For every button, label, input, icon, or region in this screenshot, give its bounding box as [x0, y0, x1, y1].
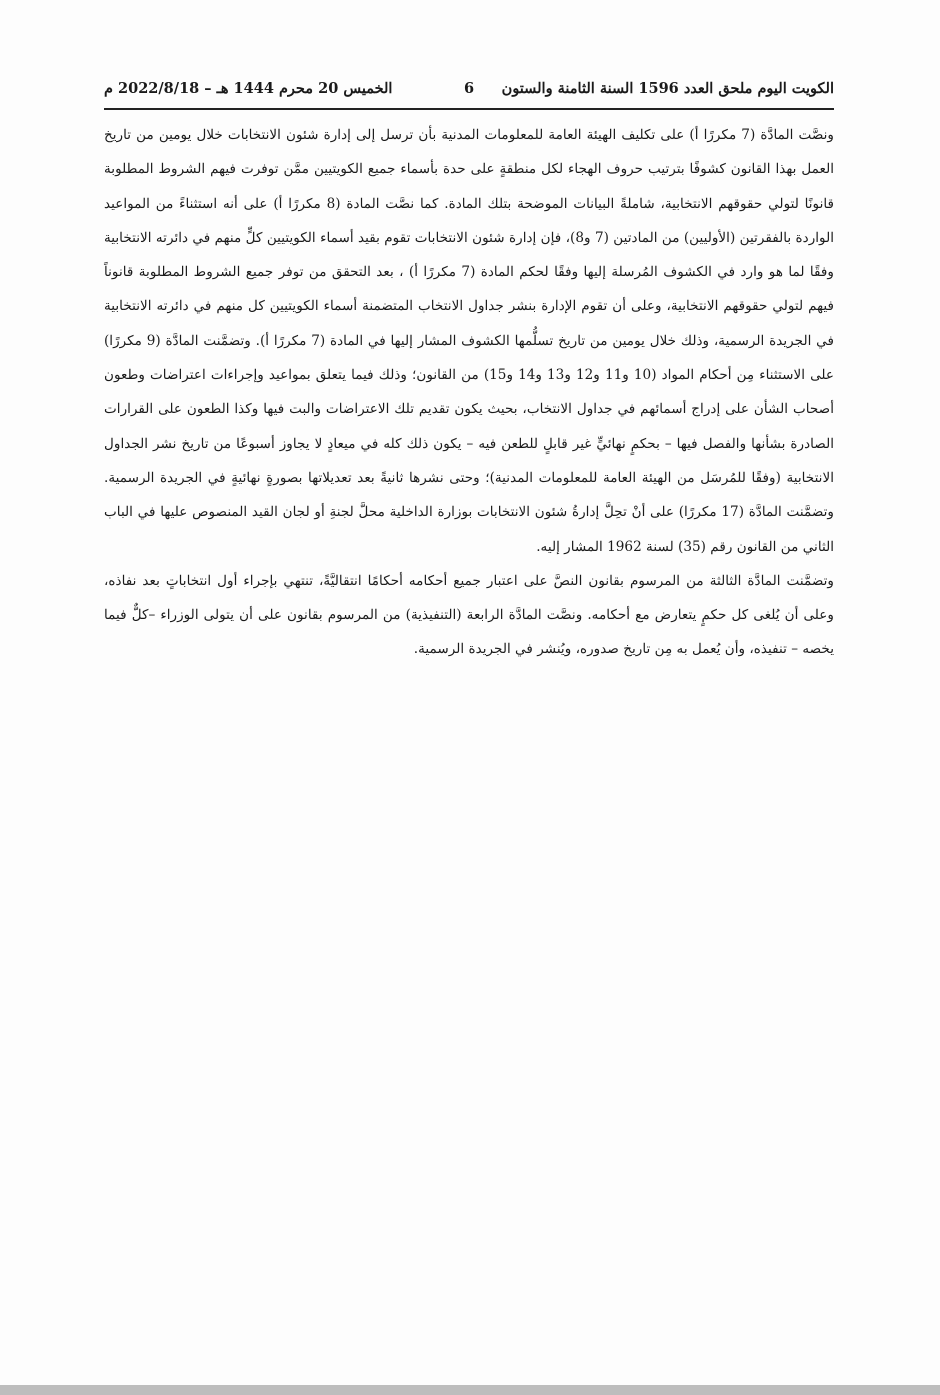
- page-header: [104, 80, 834, 106]
- paragraph-1: ونصَّت المادَّة (7 مكررًا أ) على تكليف الهيئة العامة للمعلومات المدنية بأن ترسل إلى إدارة شئون الانتخابات خلال يومين من تاريخ العمل بهذا القانون كشوفًا بترتيب حروف الهجاء لكل منطقةٍ على حدة بأسماء جميع الكويتيين ممَّن توفرت فيهم الشروط المطلوبة قانونًا لتولي حقوقهم الانتخابية، شاملةً البيانات الموضحة بتلك المادة. كما نصَّت المادة (8 مكررًا أ) على أنه استثناءً من المواعيد الواردة بالفقرتين (الأوليين) من المادتين (7 و8)، فإن إدارة شئون الانتخابات تقوم بقيد أسماء الكويتيين كلٍّ منهم في دائرته الانتخابية وفقًا لما هو وارد في الكشوف المُرسلة إليها وفقًا لحكم المادة (7 مكررًا أ) ، بعد التحقق من توفر جميع الشروط المطلوبة قانوناً فيهم لتولي حقوقهم الانتخابية، وعلى أن تقوم الإدارة بنشر جداول الانتخاب المتضمنة أسماء الكويتيين كل منهم في دائرته الانتخابية في الجريدة الرسمية، وذلك خلال يومين من تاريخ تسلُّمها الكشوف المشار إليها في المادة (7 مكررًا أ). وتضمَّنت المادَّة (9 مكررًا) على الاستثناء مِن أحكام المواد (10 و11 و12 و13 و14 و15) من القانون؛ وذلك فيما يتعلق بمواعيد وإجراءات اعتراضات وطعون أصحاب الشأن على إدراج أسمائهم في جداول الانتخاب، بحيث يكون تقديم تلك الاعتراضات والبت فيها وكذا الطعون على القرارات الصادرة بشأنها والفصل فيها – بحكمٍ نهائيٍّ غير قابلٍ للطعن فيه – يكون ذلك كله في ميعادٍ لا يجاوز أسبوعًا من تاريخ نشر الجداول الانتخابية (وفقًا للمُرسَل من الهيئة العامة للمعلومات المدنية)؛ وحتى نشرها ثانيةً بعد تعديلاتها بصورةٍ نهائيةٍ في الجريدة الرسمية. وتضمَّنت المادَّة (17 مكررًا) على أنْ تحِلَّ إدارةُ شئون الانتخابات بوزارة الداخلية محلَّ لجنةِ أو لجان القيد المنصوص عليها في الباب الثاني من القانون رقم (35) لسنة 1962 المشار إليه.: [104, 127, 835, 555]
- publication-info: الكويت اليوم ملحق العدد 1596 السنة الثامنة والستون: [501, 80, 834, 97]
- paragraph-2: وتضمَّنت المادَّة الثالثة من المرسوم بقانون النصَّ على اعتبار جميع أحكامه أحكامًا انتقاليَّةً، تنتهي بإجراء أول انتخاباتٍ بعد نفاذه، وعلى أن يُلغى كل حكمٍ يتعارض مع أحكامه. ونصَّت المادَّة الرابعة (التنفيذية) من المرسوم بقانون على أن يتولى الوزراء –كلٌّ فيما يخصه – تنفيذه، وأن يُعمل به مِن تاريخ صدوره، ويُنشر في الجريدة الرسمية.: [104, 572, 834, 658]
- page-bottom-edge: [0, 1385, 940, 1395]
- page-number: 6: [464, 80, 475, 97]
- article-body: [104, 118, 834, 667]
- publication-date: الخميس 20 محرم 1444 هـ – 2022/8/18 م: [104, 80, 393, 97]
- header-divider: [104, 108, 834, 110]
